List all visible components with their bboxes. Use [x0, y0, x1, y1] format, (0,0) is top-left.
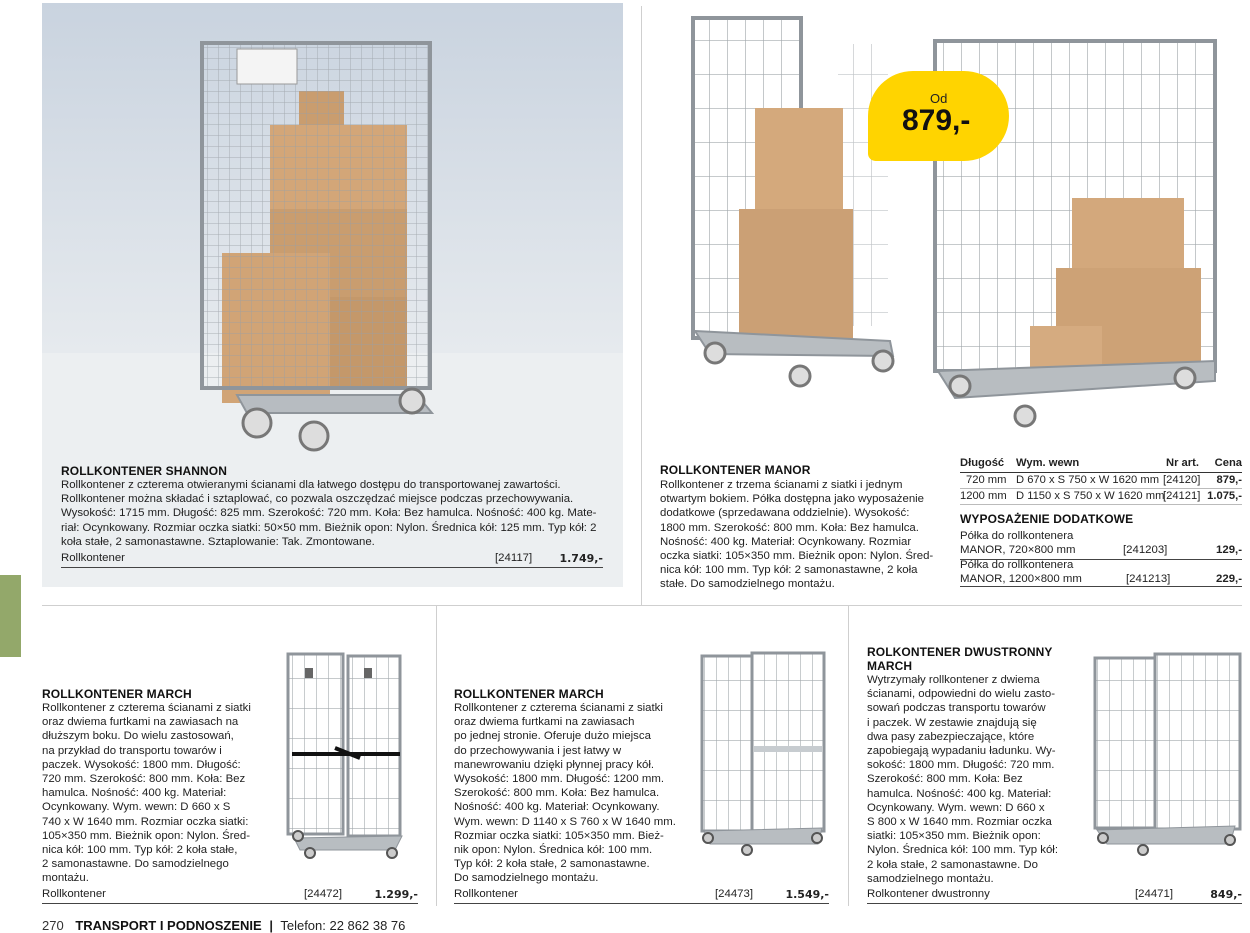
march2-title: ROLLKONTENER MARCH	[454, 687, 604, 701]
march1-product-image	[280, 648, 420, 863]
shannon-price-row	[61, 552, 603, 568]
divider-horizontal	[42, 605, 1242, 606]
shannon-description: Rollkontener z czterema otwieranymi ścianami dla łatwego dostępu do transportowanej zawartości. Rollkontener można składać i sztaplować, co pozwala oszczędzać miejsce podczas przechowywania. Wysokość: 1715 mm. Długość: 825 mm. Szerokość: 720 mm. Koła: Bez hamulca. Nośność: 400 kg. Mate- riał: Ocynkowany. Rozmiar oczka siatki: 50×50 mm. Bieżnik opon: Nylon. Średnica kół: 125 mm. Typ kół: 2 koła stałe, 2 samonastawne. Sztaplowanie: Tak. Zmontowane.	[61, 479, 597, 548]
price-badge-prefix: Od	[930, 91, 948, 106]
price: 1.749,-	[559, 552, 603, 565]
accessories-title: WYPOSAŻENIE DODATKOWE	[960, 512, 1134, 526]
divider-vertical-bottom-2	[848, 606, 849, 906]
price-badge	[868, 71, 1009, 161]
col-dims-header: Wym. wewn	[1016, 457, 1080, 469]
col-length-header: Długość	[960, 457, 1005, 469]
price: 849,-	[1210, 888, 1242, 901]
manor-spec-table	[960, 456, 1242, 506]
side-section-tab	[0, 575, 21, 657]
march3-photo	[1085, 650, 1245, 860]
manor-title: ROLLKONTENER MANOR	[660, 463, 811, 477]
march2-product-image	[692, 650, 837, 860]
march2-price-row	[454, 888, 829, 904]
price-badge-price: 879,-	[902, 104, 971, 137]
accessory-item: Półka do rollkontenera MANOR, 720×800 mm [241203] 129,-	[960, 529, 1242, 560]
march3-product-image	[1085, 650, 1245, 860]
article-number: [24117]	[495, 552, 533, 564]
product-name: Rollkontener	[42, 888, 106, 900]
divider-vertical-bottom-1	[436, 606, 437, 906]
divider-vertical-top	[641, 6, 642, 606]
march3-price-row	[867, 888, 1242, 904]
table-row: 720 mm D 670 x S 750 x W 1620 mm [24120] 879,-	[960, 473, 1242, 489]
shannon-title: ROLLKONTENER SHANNON	[61, 464, 227, 478]
march2-description: Rollkontener z czterema ścianami z siatki oraz dwiema furtkami na zawiasach po jednej stronie. Oferuje dużo miejsca do przechowywania i jest łatwy w manewrowaniu dzięki płynnej pracy kół. Wysokość: 1800 mm. Długość: 1200 mm. Szerokość: 800 mm. Koła: Bez hamulca. Nośność: 400 kg. Materiał: Ocynkowany. Wym. wewn: D 1140 x S 760 x W 1640 mm. Rozmiar oczka siatki: 105×350 mm. Bież- nik opon: Nylon. Średnica kół: 100 mm. Typ kół: 2 koła stałe, 2 samonastawne. Do samodzielnego montażu.	[454, 702, 676, 885]
march3-description: Wytrzymały rollkontener z dwiema ścianami, odpowiedni do wielu zasto- sowań podczas transportu towarów i paczek. W zestawie znajdują się dwa pasy zabezpieczające, które zapobiegają wypadaniu ładunku. Wy- sokość: 1800 mm. Długość: 720 mm. Szerokość: 800 mm. Koła: Bez hamulca. Nośność: 400 kg. Materiał: Ocynkowany. Wym. wewn: D 660 x S 800 x W 1640 mm. Rozmiar oczka siatki: 105×350 mm. Bieżnik opon: Nylon. Średnica kół: 100 mm. Typ kół: 2 koła stałe, 2 samonastawne. Do samodzielnego montażu.	[867, 674, 1058, 885]
march1-photo	[280, 648, 420, 863]
section-name: TRANSPORT I PODNOSZENIE	[75, 918, 262, 933]
manor-description: Rollkontener z trzema ścianami z siatki i jednym otwartym bokiem. Półka dostępna jako wyposażenie dodatkowe (sprzedawana oddzielnie). Wysokość: 1800 mm. Szerokość: 800 mm. Koła: Bez hamulca. Nośność: 400 kg. Materiał: Ocynkowany. Rozmiar oczka siatki: 105×350 mm. Bieżnik opon: Nylon. Śred- nica kół: 100 mm. Typ kół: 2 samonastawne, 2 koła stałe. Do samodzielnego montażu.	[660, 479, 934, 591]
footer-separator: |	[269, 918, 273, 933]
price: 1.299,-	[374, 888, 418, 901]
march1-description: Rollkontener z czterema ścianami z siatki oraz dwiema furtkami na zawiasach na dłuższym boku. Do wielu zastosowań, na przykład do transportu towarów i paczek. Wysokość: 1800 mm. Długość: 720 mm. Szerokość: 800 mm. Koła: Bez hamulca. Nośność: 400 kg. Materiał: Ocynkowany. Wym. wewn: D 660 x S 740 x W 1640 mm. Rozmiar oczka siatki: 105×350 mm. Bieżnik opon: Nylon. Śred- nica kół: 100 mm. Typ kół: 2 koła stałe, 2 samonastawne. Do samodzielnego montażu.	[42, 702, 251, 885]
price: 1.549,-	[785, 888, 829, 901]
page-number: 270	[42, 918, 64, 933]
article-number: [24473]	[715, 888, 754, 900]
product-name: Rolkontener dwustronny	[867, 888, 990, 900]
march1-price-row	[42, 888, 418, 904]
article-number: [24472]	[304, 888, 343, 900]
table-header-row	[960, 456, 1242, 473]
march1-title: ROLLKONTENER MARCH	[42, 687, 192, 701]
product-name: Rollkontener	[61, 552, 125, 564]
march3-title: ROLKONTENER DWUSTRONNY MARCH	[867, 645, 1053, 673]
phone-number: Telefon: 22 862 38 76	[280, 918, 406, 933]
col-art-header: Nr art.	[1166, 457, 1199, 469]
table-row: 1200 mm D 1150 x S 750 x W 1620 mm [24121] 1.075,-	[960, 489, 1242, 505]
col-price-header: Cena	[1214, 457, 1242, 469]
product-name: Rollkontener	[454, 888, 518, 900]
accessory-item: Półka do rollkontenera MANOR, 1200×800 mm [241213] 229,-	[960, 559, 1242, 586]
article-number: [24471]	[1135, 888, 1174, 900]
march2-photo	[692, 650, 837, 860]
page-footer	[42, 918, 405, 933]
